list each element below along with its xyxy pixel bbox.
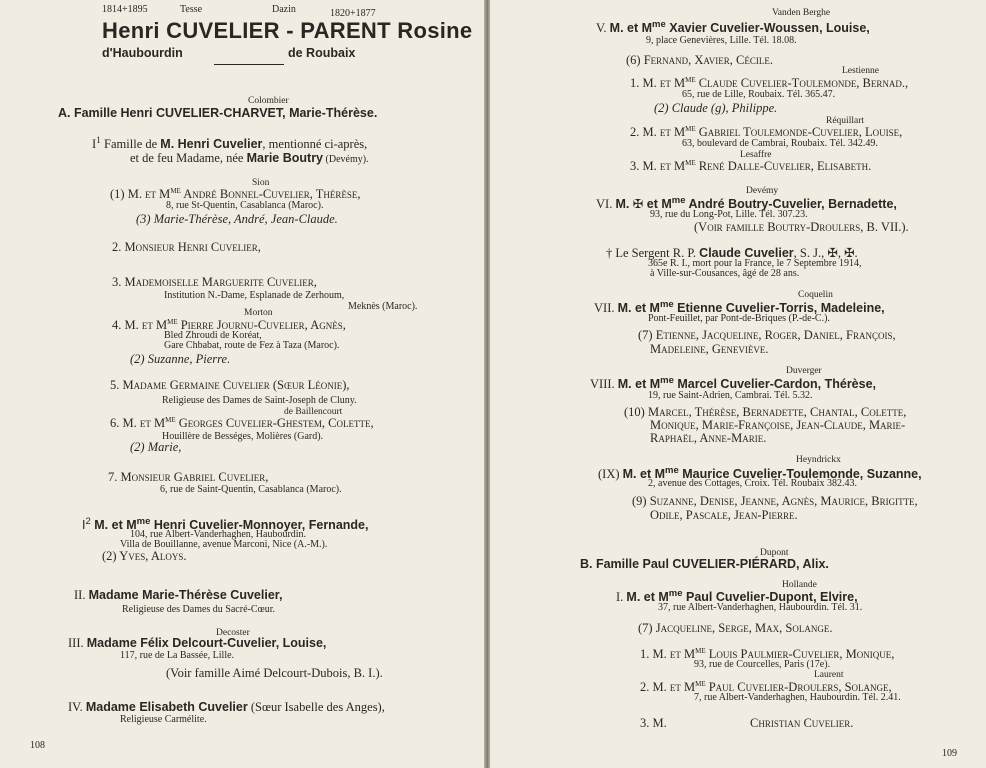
address: 37, rue Albert-Vanderhaghen, Haubourdin. Tél. 31. xyxy=(658,602,863,613)
children: Monique, Marie-Françoise, Jean-Claude, Marie- xyxy=(650,418,906,432)
address: Religieuse des Dames de Saint-Joseph de Cluny. xyxy=(162,395,357,406)
right-page xyxy=(490,0,986,768)
address: Meknès (Maroc). xyxy=(348,301,418,312)
address: Institution N.-Dame, Esplanade de Zerhoum, xyxy=(164,290,345,301)
maiden-name: Dupont xyxy=(760,548,789,558)
maiden-name: Colombier xyxy=(248,96,289,106)
entry-line: II. Madame Marie-Thérèse Cuvelier, xyxy=(74,588,283,602)
children: (2) Claude (g), Philippe. xyxy=(654,101,778,115)
maiden-name: de Baillencourt xyxy=(284,407,343,417)
entry-line: VIII. M. et $M^{me}$ Marcel Cuvelier-Cardon, Thérèse, xyxy=(590,375,877,392)
children: (7) Jacqueline, Serge, Max, Solange. xyxy=(638,621,833,635)
entry-line: 6. M. et $M^{me}$ Georges Cuvelier-Ghestem, Colette, xyxy=(110,415,374,431)
address: 2, avenue des Cottages, Croix. Tél. Roubaix 382.43. xyxy=(648,478,857,489)
address: Religieuse Carmélite. xyxy=(120,714,207,725)
entry-line: VI. M. ✠ et $M^{me}$ André Boutry-Cuvelier, Bernadette, xyxy=(596,195,897,212)
maiden-name: Réquillart xyxy=(826,116,864,126)
maiden-name: Laurent xyxy=(814,670,844,680)
maiden-right: Dazin xyxy=(272,4,296,15)
entry-line: (1) M. et $M^{me}$ André Bonnel-Cuvelier, Thérèse, xyxy=(110,186,361,202)
maiden-name: Morton xyxy=(244,308,273,318)
entry-e2: 2. Monsieur Henri Cuvelier, xyxy=(112,240,261,254)
entry-line: I. M. et $M^{me}$ Paul Cuvelier-Dupont, Elvire, xyxy=(616,588,858,605)
children: Madeleine, Geneviève. xyxy=(650,342,769,356)
section-heading: B. Famille Paul CUVELIER-PIÉRARD, Alix. xyxy=(580,557,829,571)
page-number: 108 xyxy=(30,740,45,751)
maiden-name: Heyndrickx xyxy=(796,455,841,465)
address: Houillère de Bességes, Molières (Gard). xyxy=(162,431,324,442)
entry-line: 1. M. et $M^{me}$ Claude Cuvelier-Toulemonde, Bernad., xyxy=(630,75,909,91)
address: 19, rue Saint-Adrien, Cambrai. Tél. 5.32. xyxy=(648,390,813,401)
maiden-name: Devémy xyxy=(746,186,779,196)
entry-line: 5. Madame Germaine Cuvelier (Sœur Léonie), xyxy=(110,378,350,392)
entry-line: 2. M. et $M^{me}$ Paul Cuvelier-Droulers, Solange, xyxy=(640,679,892,695)
left-page xyxy=(0,0,486,768)
entry-line: V. M. et $M^{me}$ Xavier Cuvelier-Woussen, Louise, xyxy=(596,19,870,36)
cross-reference: (Voir famille Aimé Delcourt-Dubois, B. I.). xyxy=(166,666,383,680)
page-number: 109 xyxy=(942,748,957,759)
children: Odile, Pascale, Jean-Pierre. xyxy=(650,508,798,522)
maiden-name: Hollande xyxy=(782,580,817,590)
address: Villa de Bouillanne, avenue Marconi, Nice (A.-M.). xyxy=(120,539,328,550)
address: 104, rue Albert-Vanderhaghen, Haubourdin. xyxy=(130,529,307,540)
children: (2) Marie, xyxy=(130,440,182,454)
address: 65, rue de Lille, Roubaix. Tél. 365.47. xyxy=(682,89,836,100)
entry-line: 1. M. et $M^{me}$ Louis Paulmier-Cuvelier, Monique, xyxy=(640,646,895,662)
deceased-line: † Le Sergent R. P. Claude Cuvelier, S. J., ✠, ✠. xyxy=(606,246,858,260)
maiden-name: Lestienne xyxy=(842,66,879,76)
entry-line: Christian Cuvelier. xyxy=(750,716,854,730)
maiden-left: Tesse xyxy=(180,4,203,15)
entry-line: 2. M. et $M^{me}$ Gabriel Toulemonde-Cuvelier, Louise, xyxy=(630,124,903,140)
children: (7) Etienne, Jacqueline, Roger, Daniel, François, xyxy=(638,328,896,342)
section-heading: A. Famille Henri CUVELIER-CHARVET, Marie-Thérèse. xyxy=(58,106,378,120)
entry-line: 3. M. et $M^{me}$ René Dalle-Cuvelier, Elisabeth. xyxy=(630,158,872,174)
address: Gare Chbabat, route de Fez à Taza (Maroc). xyxy=(164,340,340,351)
dates-right: 1820+1877 xyxy=(330,8,376,19)
maiden-name: Decoster xyxy=(216,628,250,638)
address: Bled Zhroudi de Koréat, xyxy=(164,330,262,341)
children: (6) Fernand, Xavier, Cécile. xyxy=(626,53,773,67)
dates-left: 1814+1895 xyxy=(102,4,148,15)
address: 93, rue du Long-Pot, Lille. Tél. 307.23. xyxy=(650,209,808,220)
children: (3) Marie-Thérèse, André, Jean-Claude. xyxy=(136,212,338,226)
address: 117, rue de La Bassée, Lille. xyxy=(120,650,235,661)
place-left: d'Haubourdin xyxy=(102,46,183,60)
children: (9) Suzanne, Denise, Jeanne, Agnès, Maurice, Brigitte, xyxy=(632,494,918,508)
maiden-name: Lesaffre xyxy=(740,150,772,160)
entry-line: $I^1$ Famille de M. Henri Cuvelier, mentionné ci-après, xyxy=(92,136,368,152)
address: à Ville-sur-Cousances, âgé de 28 ans. xyxy=(650,268,800,279)
entry-line: (IX) M. et $M^{me}$ Maurice Cuvelier-Toulemonde, Suzanne, xyxy=(598,465,922,482)
address: 8, rue St-Quentin, Casablanca (Maroc). xyxy=(166,200,324,211)
entry-line: et de feu Madame, née Marie Boutry (Devémy). xyxy=(130,151,369,165)
entry-line: 3. Mademoiselle Marguerite Cuvelier, xyxy=(112,275,317,289)
entry-line: $I^2$ M. et $M^{me}$ Henri Cuvelier-Monnoyer, Fernande, xyxy=(82,516,369,533)
address: Religieuse des Dames du Sacré-Cœur. xyxy=(122,604,276,615)
maiden-name: Duverger xyxy=(786,366,822,376)
page-title: Henri CUVELIER - PARENT Rosine xyxy=(102,18,473,43)
children: (10) Marcel, Thérèse, Bernadette, Chantal, Colette, xyxy=(624,405,907,419)
header-rule xyxy=(214,64,284,65)
address: 6, rue de Saint-Quentin, Casablanca (Maroc). xyxy=(160,484,342,495)
entry-line: VII. M. et $M^{me}$ Etienne Cuvelier-Torris, Madeleine, xyxy=(594,299,885,316)
cross-reference: (Voir famille Boutry-Droulers, B. VII.). xyxy=(694,220,909,234)
entry-line: IV. Madame Elisabeth Cuvelier (Sœur Isabelle des Anges), xyxy=(68,700,385,714)
entry-line: 7. Monsieur Gabriel Cuvelier, xyxy=(108,470,269,484)
children: (2) Yves, Aloys. xyxy=(102,549,187,563)
address: Pont-Feuillet, par Pont-de-Briques (P.-de-C.). xyxy=(648,313,830,324)
address: 93, rue de Courcelles, Paris (17e). xyxy=(694,659,831,670)
children: Raphaël, Anne-Marie. xyxy=(650,431,767,445)
address: 7, rue Albert-Vanderhaghen, Haubourdin. Tél. 2.41. xyxy=(694,692,901,703)
place-right: de Roubaix xyxy=(288,46,356,60)
entry-line: 3. M. xyxy=(640,716,667,730)
entry-line: 4. M. et $M^{me}$ Pierre Journu-Cuvelier, Agnès, xyxy=(112,317,346,333)
address: 365e R. I., mort pour la France, le 7 Septembre 1914, xyxy=(648,258,862,269)
address: 9, place Genevières, Lille. Tél. 18.08. xyxy=(646,35,797,46)
maiden-name: Coquelin xyxy=(798,290,833,300)
address: 63, boulevard de Cambrai, Roubaix. Tél. 342.49. xyxy=(682,138,878,149)
maiden-name: Sion xyxy=(252,178,270,188)
entry-line: III. Madame Félix Delcourt-Cuvelier, Louise, xyxy=(68,636,327,650)
maiden-name: Vanden Berghe xyxy=(772,8,831,18)
children: (2) Suzanne, Pierre. xyxy=(130,352,231,366)
